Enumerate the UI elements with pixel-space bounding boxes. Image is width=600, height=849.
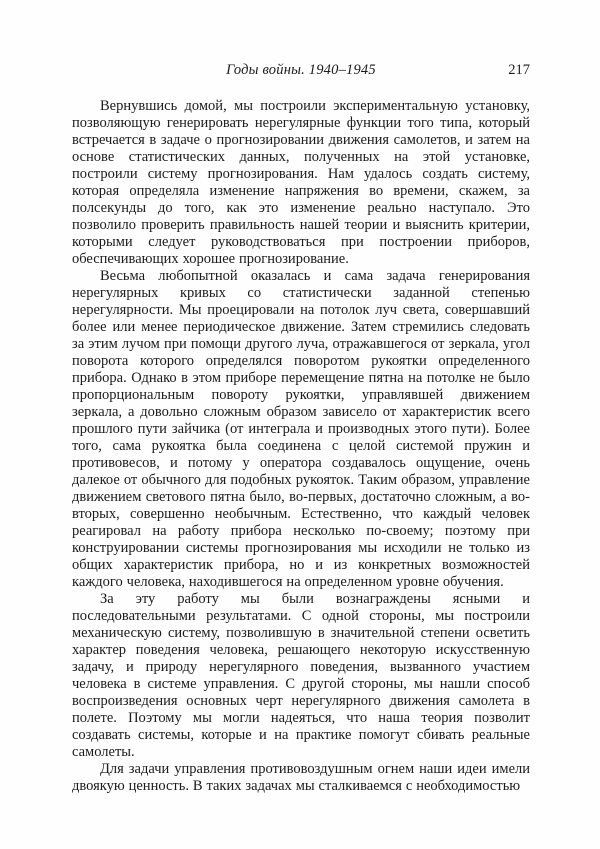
running-head: Годы войны. 1940–1945 — [226, 62, 376, 78]
paragraph-2: Весьма любопытной оказалась и сама задача генерирования нерегулярных кривых со статистически заданной степенью нерегулярности. Мы проецировали на потолок луч света, совершавший более или менее периодическое движение. Затем стремились следовать за этим лучом при помощи другого луча, отражавшегося от зеркала, угол поворота которого определялся поворотом рукоятки определенного прибора. Однако в этом приборе перемещение пятна на потолке не было пропорциональным повороту рукоятки, управлявшей движением зеркала, а довольно сложным образом зависело от характеристик всего прошлого пути зайчика (от интеграла и производных этого пути). Более того, сама рукоятка была соединена с целой системой пружин и противовесов, и потому у оператора создавалось ощущение, очень далекое от обычного для подобных рукояток. Таким образом, управление движением светового пятна было, во-первых, достаточно сложным, а во-вторых, совершенно необычным. Естественно, что каждый человек реагировал на работу прибора несколько по-своему; поэтому при конструировании системы прогнозирования мы исходили не только из общих характеристик прибора, но и из конкретных возможностей каждого человека, находившегося на определенном уровне обучения. — [72, 268, 530, 590]
paragraph-1: Вернувшись домой, мы построили экспериментальную установку, позволяющую генерировать нерегулярные функции того типа, который встречается в задаче о прогнозировании движения самолетов, и затем на основе статистических данных, полученных на этой установке, построили систему прогнозирования. Нам удалось создать систему, которая определяла изменение напряжения во времени, скажем, за полсекунды до того, как это изменение реально наступало. Это позволило проверить правильность нашей теории и выяснить критерии, которыми следует руководствоваться при построении приборов, обеспечивающих хорошее прогнозирование. — [72, 98, 530, 267]
paragraph-4: Для задачи управления противовоздушным огнем наши идеи имели двоякую ценность. В таких задачах мы сталкиваемся с необходимостью — [72, 761, 530, 794]
page-header — [72, 62, 530, 79]
page-number: 217 — [508, 62, 530, 78]
page-body — [72, 98, 530, 795]
paragraph-3: За эту работу мы были вознаграждены ясными и последовательными результатами. С одной стороны, мы построили механическую систему, позволившую в значительной степени осветить характер поведения человека, решающего некоторую искусственную задачу, и природу нерегулярного поведения, вызванного участием человека в системе управления. С другой стороны, мы нашли способ воспроизведения основных черт нерегулярного движения самолета в полете. Поэтому мы могли надеяться, что наша теория позволит создавать системы, которые и на практике помогут сбивать реальные самолеты. — [72, 591, 530, 760]
